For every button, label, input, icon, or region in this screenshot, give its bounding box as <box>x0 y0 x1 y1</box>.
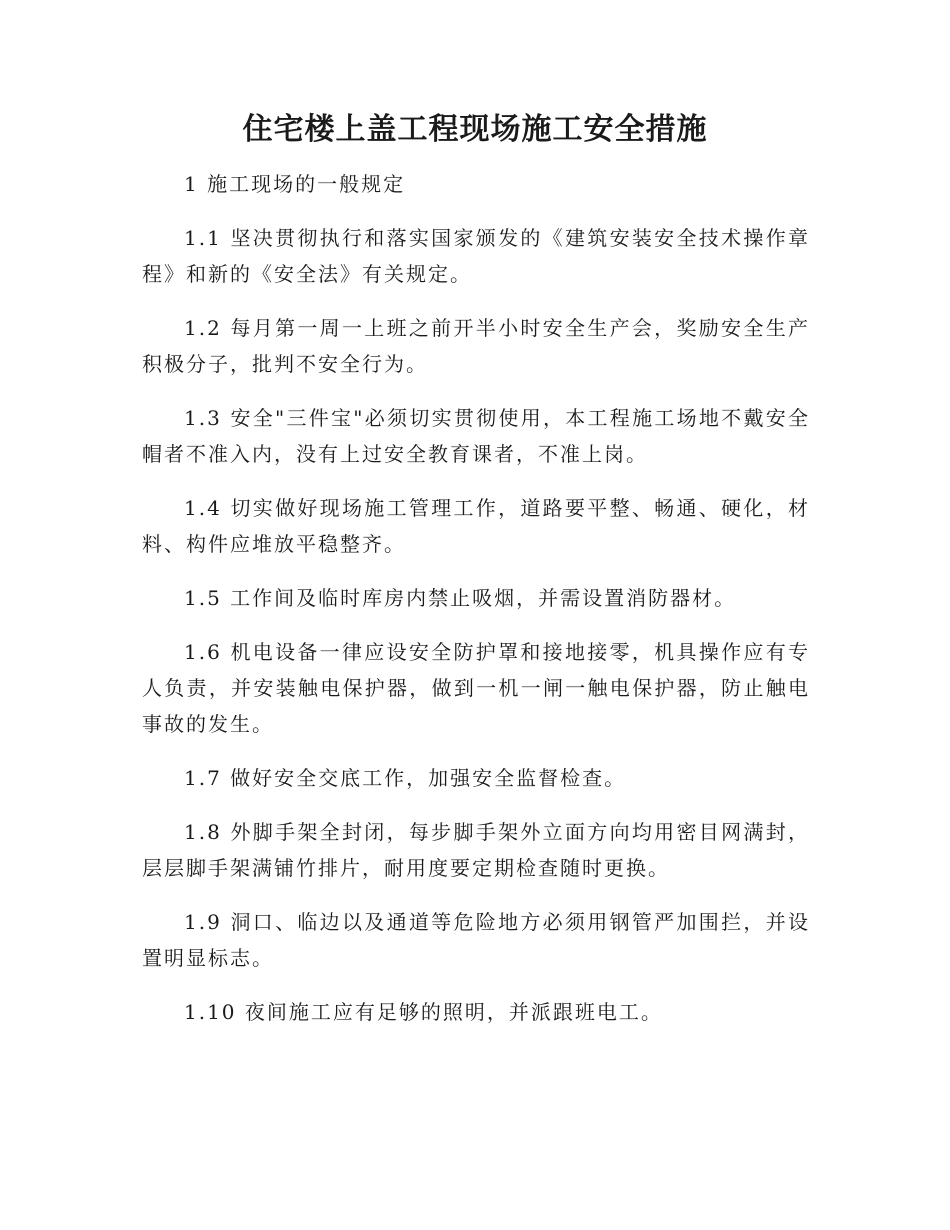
paragraph-1-2: 1.2 每月第一周一上班之前开半小时安全生产会，奖励安全生产积极分子，批判不安全行为。 <box>142 316 810 376</box>
paragraph-1-9: 1.9 洞口、临边以及通道等危险地方必须用钢管严加围拦，并设置明显标志。 <box>142 910 810 970</box>
paragraph-1-10: 1.10 夜间施工应有足够的照明，并派跟班电工。 <box>184 1000 663 1024</box>
paragraph-1-5: 1.5 工作间及临时库房内禁止吸烟，并需设置消防器材。 <box>184 586 737 610</box>
section-heading: 1 施工现场的一般规定 <box>184 172 406 196</box>
paragraph-1-6: 1.6 机电设备一律应设安全防护罩和接地接零，机具操作应有专人负责，并安装触电保护器，做到一机一闸一触电保护器，防止触电事故的发生。 <box>142 640 810 736</box>
paragraph-1-8: 1.8 外脚手架全封闭，每步脚手架外立面方向均用密目网满封，层层脚手架满铺竹排片，耐用度要定期检查随时更换。 <box>142 820 810 880</box>
document-body <box>142 166 810 1048</box>
document-title: 住宅楼上盖工程现场施工安全措施 <box>242 112 708 147</box>
paragraph-1-7: 1.7 做好安全交底工作，加强安全监督检查。 <box>184 766 627 790</box>
paragraph-1-3: 1.3 安全"三件宝"必须切实贯彻使用，本工程施工场地不戴安全帽者不准入内，没有上过安全教育课者，不准上岗。 <box>142 406 810 466</box>
paragraph-1-4: 1.4 切实做好现场施工管理工作，道路要平整、畅通、硬化，材料、构件应堆放平稳整齐。 <box>142 496 810 556</box>
paragraph-1-1: 1.1 坚决贯彻执行和落实国家颁发的《建筑安装安全技术操作章程》和新的《安全法》有关规定。 <box>142 226 810 286</box>
